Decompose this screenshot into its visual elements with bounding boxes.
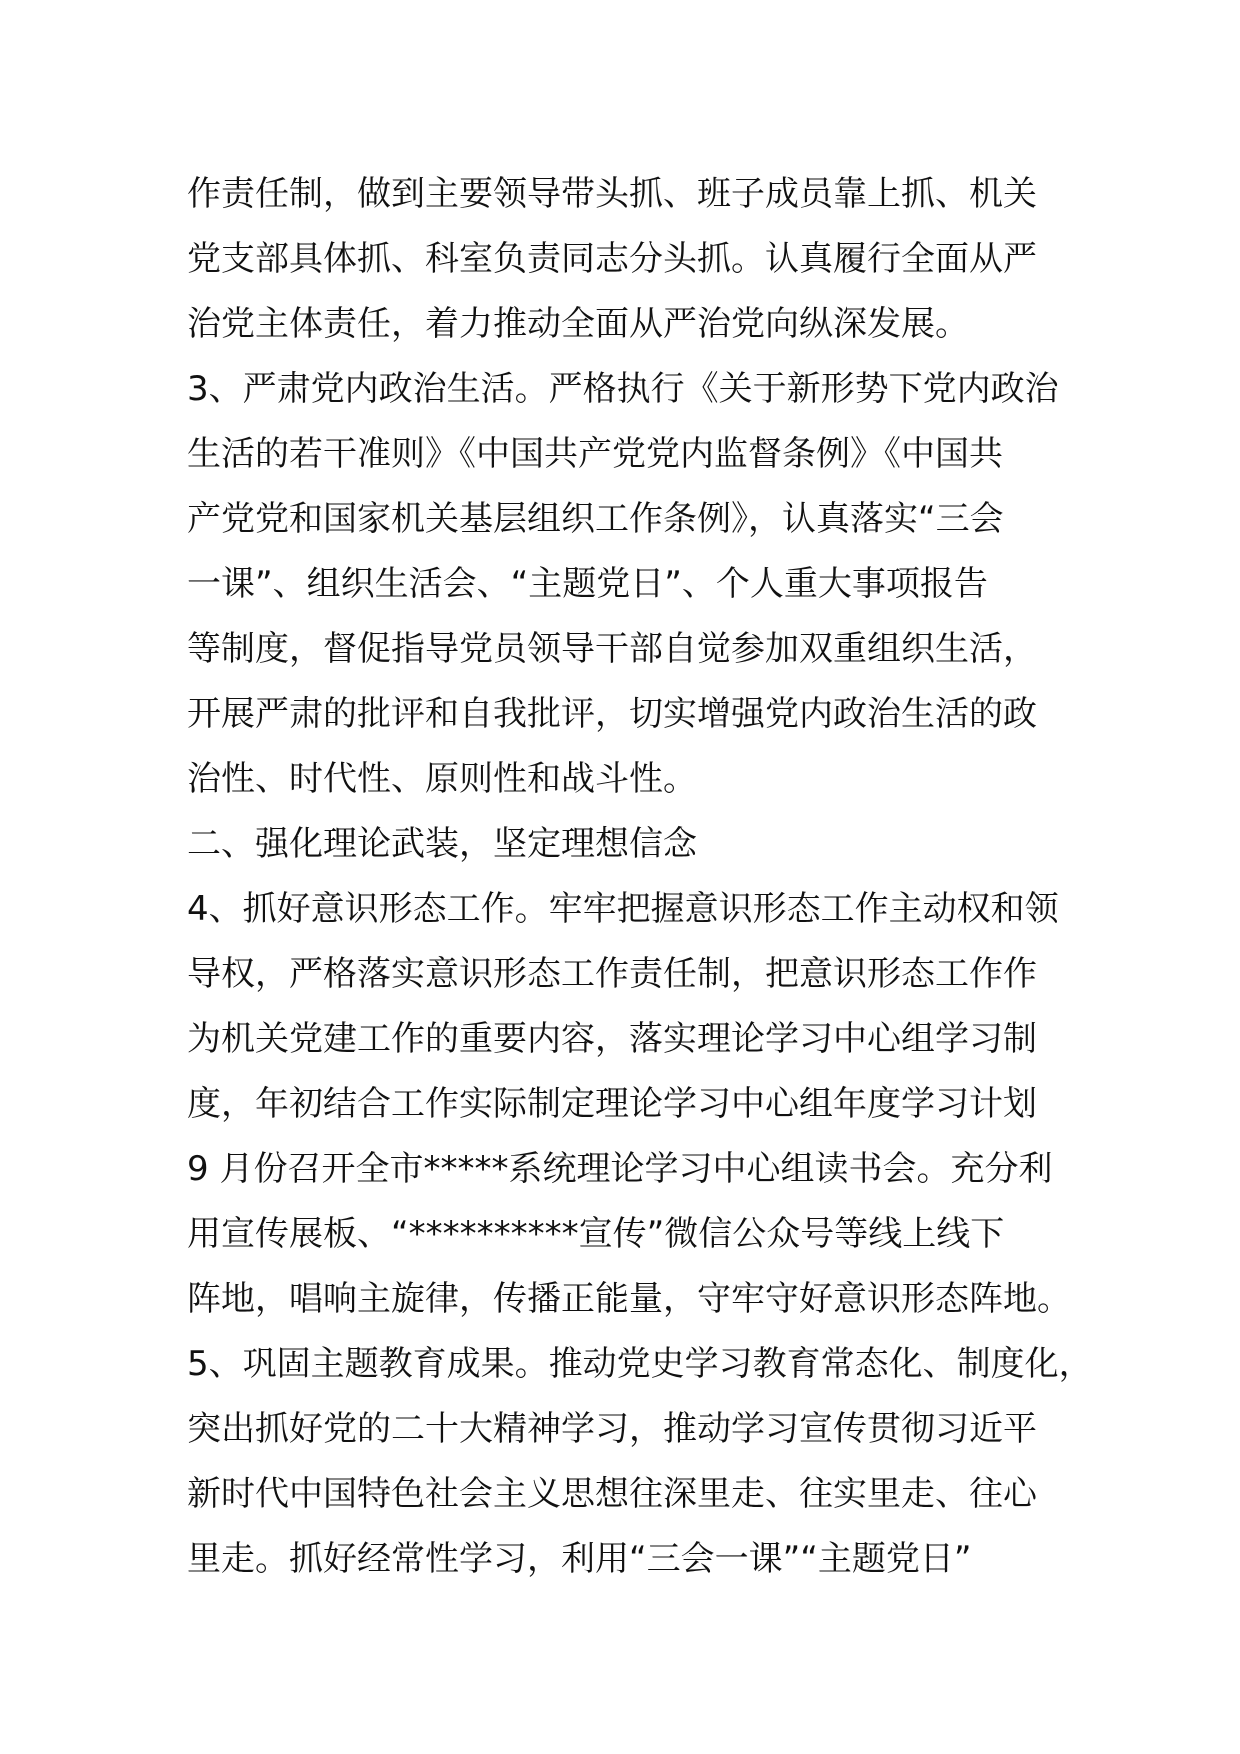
text-line: 新时代中国特色社会主义思想往深里走、往实里走、往心 [187,1474,1037,1514]
text-line: 为机关党建工作的重要内容，落实理论学习中心组学习制 [187,1019,1037,1059]
text-line: 5、巩固主题教育成果。推动党史学习教育常态化、制度化， [187,1344,1093,1384]
text-line: 阵地，唱响主旋律，传播正能量，守牢守好意识形态阵地。 [187,1279,1071,1319]
text-line: 3、严肃党内政治生活。严格执行《关于新形势下党内政治 [187,369,1059,409]
text-line: 一课”、组织生活会、“主题党日”、个人重大事项报告 [187,564,988,604]
section-heading: 二、强化理论武装，坚定理想信念 [187,824,697,864]
text-line: 作责任制，做到主要领导带头抓、班子成员靠上抓、机关 [187,174,1037,214]
body-text [187,162,1093,1592]
text-line: 开展严肃的批评和自我批评，切实增强党内政治生活的政 [187,694,1037,734]
text-line: 度，年初结合工作实际制定理论学习中心组年度学习计划 [187,1084,1037,1124]
text-line: 用宣传展板、“**********宣传”微信公众号等线上线下 [187,1214,1005,1254]
text-line: 导权，严格落实意识形态工作责任制，把意识形态工作作 [187,954,1037,994]
text-line: 里走。抓好经常性学习，利用“三会一课”“主题党日” [187,1539,972,1579]
text-line: 治党主体责任，着力推动全面从严治党向纵深发展。 [187,304,969,344]
text-line: 4、抓好意识形态工作。牢牢把握意识形态工作主动权和领 [187,889,1059,929]
text-line: 9 月份召开全市*****系统理论学习中心组读书会。充分利 [187,1149,1053,1189]
text-line: 等制度，督促指导党员领导干部自觉参加双重组织生活， [187,629,1037,669]
text-line: 党支部具体抓、科室负责同志分头抓。认真履行全面从严 [187,239,1037,279]
text-line: 治性、时代性、原则性和战斗性。 [187,759,697,799]
text-line: 产党党和国家机关基层组织工作条例》，认真落实“三会 [187,499,1004,539]
text-line: 生活的若干准则》《中国共产党党内监督条例》《中国共 [187,434,1003,474]
text-line: 突出抓好党的二十大精神学习，推动学习宣传贯彻习近平 [187,1409,1037,1449]
